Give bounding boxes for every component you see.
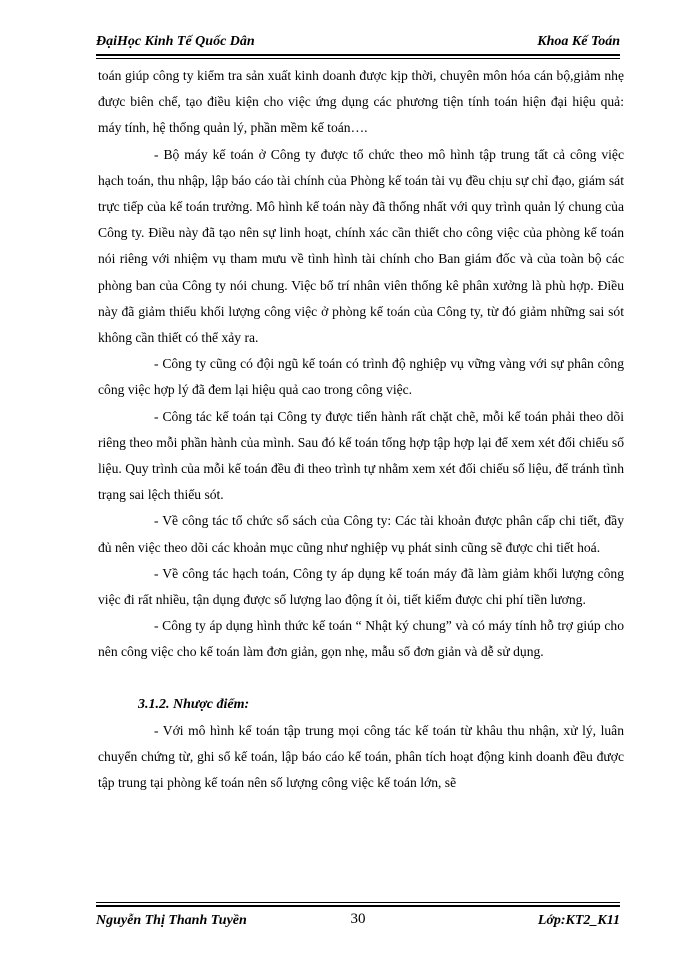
header-rule-thick — [96, 54, 620, 56]
paragraph-computerized-accounting: - Về công tác hạch toán, Công ty áp dụng kế toán máy đã làm giảm khối lượng công việc đi rất nhiều, tận dụng được số lượng lao động ít ỏi, tiết kiểm được chi phí tiền lương. — [98, 565, 624, 608]
page-number: 30 — [350, 911, 366, 927]
header-university: ĐạiHọc Kinh Tế Quốc Dân — [96, 34, 255, 49]
page-footer — [96, 902, 620, 932]
paragraph-procedures: - Công tác kế toán tại Công ty được tiến hành rất chặt chẽ, mỗi kế toán phải theo dõi riêng theo mỗi phần hành của mình. Sau đó kế toán tổng hợp tập hợp lại để xem xét đối chiếu số liệu. Quy trình của mỗi kế toán đều đi theo trình tự nhằm xem xét đối chiếu số liệu, để tránh tình trạng sai lệch thiếu sót. — [98, 408, 624, 503]
paragraph-accounting-structure: - Bộ máy kế toán ở Công ty được tổ chức theo mô hình tập trung tất cả công việc hạch toán, thu nhập, lập báo cáo tài chính của Phòng kế toán tài vụ đều chịu sự chỉ đạo, giám sát trực tiếp của kế toán trưởng. Mô hình kế toán này đã thống nhất với quy trình quản lý chung của Công ty. Điều này đã tạo nên sự linh hoạt, chính xác cần thiết cho công việc của phòng kế toán nói riêng với nhiệm vụ tham mưu về tình hình tài chính cho Ban giám đốc và của toàn bộ các phòng ban của Công ty nói chung. Việc bố trí nhân viên thống kê phân xưởng là phù hợp. Điều này đã giảm thiểu khối lượng công việc ở phòng kế toán của Công ty, từ đó giảm những sai sót không cần thiết có thể xảy ra. — [98, 146, 624, 346]
footer-class: Lớp:KT2_K11 — [537, 913, 620, 928]
paragraph-bookkeeping: - Về công tác tổ chức sổ sách của Công ty: Các tài khoản được phân cấp chi tiết, đầy đủ nên việc theo dõi các khoản mục cũng như nghiệp vụ phát sinh cũng sẽ được chi tiết hoá. — [98, 513, 624, 555]
footer-author: Nguyễn Thị Thanh Tuyền — [96, 913, 247, 928]
paragraph-general-journal: - Công ty áp dụng hình thức kế toán “ Nhật ký chung” và có máy tính hỗ trợ giúp cho nên công việc cho kế toán làm đơn giản, gọn nhẹ, mẫu sổ đơn giản và dễ sử dụng. — [98, 618, 624, 660]
header-rule-thin — [96, 58, 620, 59]
paragraph-weakness-1: - Với mô hình kế toán tập trung mọi công tác kế toán từ khâu thu nhận, xử lý, luân chuyển chứng từ, ghi sổ kế toán, lập báo cáo kế toán, phân tích hoạt động kinh doanh đều được tập trung tại phòng kế toán nên số lượng công việc kế toán lớn, sẽ — [98, 722, 624, 791]
page-header — [96, 34, 620, 56]
header-faculty: Khoa Kế Toán — [537, 34, 620, 49]
page-body — [98, 63, 624, 796]
section-heading-weaknesses: 3.1.2. Nhược điểm: — [138, 696, 250, 712]
footer-rule-thin — [96, 902, 620, 903]
footer-rule-thick — [96, 905, 620, 907]
paragraph-continuation: toán giúp công ty kiểm tra sản xuất kinh doanh được kịp thời, chuyên môn hóa cán bộ,giảm nhẹ được biên chế, tạo điều kiện cho việc ứng dụng các phương tiện tính toán hiện đại hiệu quả: máy tính, hệ thống quản lý, phần mềm kế toán…. — [98, 68, 624, 136]
paragraph-staff: - Công ty cũng có đội ngũ kế toán có trình độ nghiệp vụ vững vàng với sự phân công công việc hợp lý đã đem lại hiệu quả cao trong công việc. — [98, 356, 624, 398]
